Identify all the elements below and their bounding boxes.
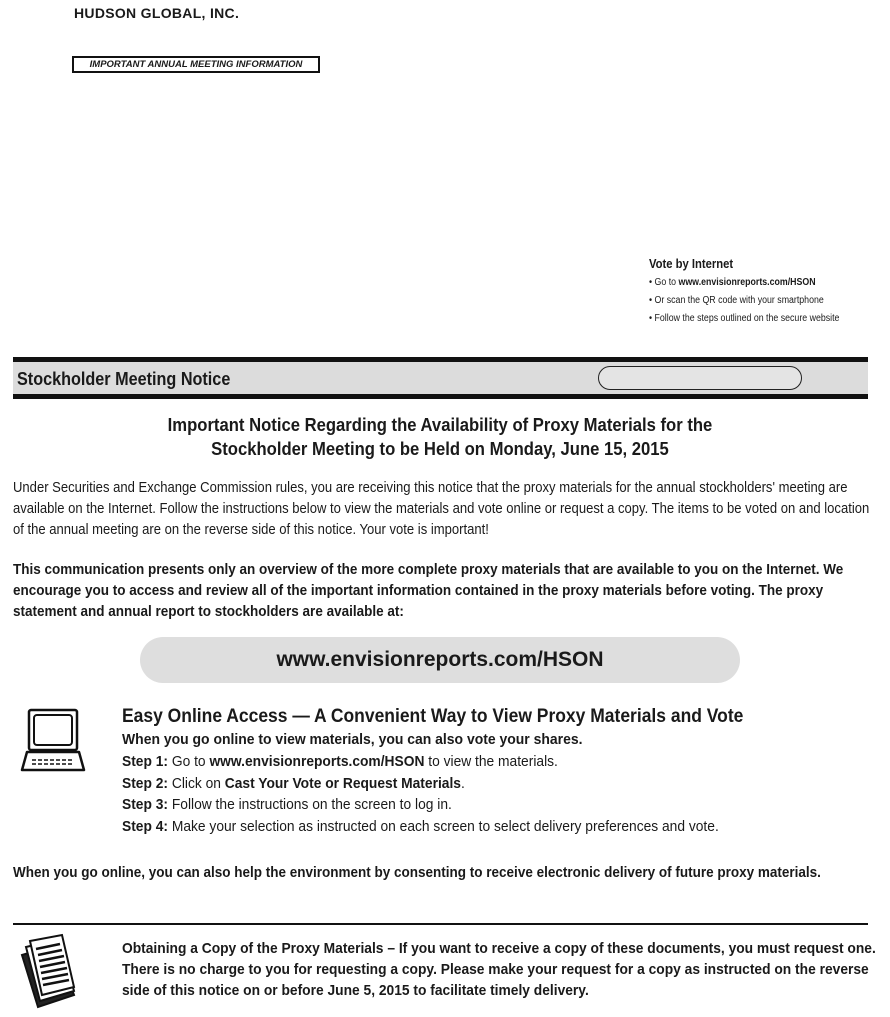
step-label: Step 2: (122, 774, 169, 792)
overview-paragraph: This communication presents only an overview of the more complete proxy materials that are available to you on the Internet. We encourage you to access and review all of the important information contained in the proxy materials before voting. The proxy statement and annual report to stockholders are available at: (13, 561, 844, 620)
divider (13, 923, 868, 925)
notice-banner (13, 357, 868, 399)
headline-line: Stockholder Meeting to be Held on Monday, June 15, 2015 (211, 438, 669, 459)
page-title (44, 413, 836, 461)
vote-item: • Follow the steps outlined on the secure website (649, 313, 840, 324)
step-3 (122, 794, 821, 816)
step-2 (122, 773, 821, 795)
vote-item-text: • Go to (649, 277, 679, 288)
copy-request-notice: Obtaining a Copy of the Proxy Materials – If you want to receive a copy of these documents, you must request one. There is no charge to you for requesting a copy. Please make your request for a copy as instructed on the reverse side of this notice on or before June 5, 2015 to facilitate timely delivery. (122, 940, 876, 999)
vote-title: Vote by Internet (649, 257, 734, 271)
step-text: Make your selection as instructed on each screen to select delivery preferences and vote. (168, 817, 719, 835)
company-name: HUDSON GLOBAL, INC. (74, 5, 240, 21)
step-4 (122, 816, 821, 838)
banner-title: Stockholder Meeting Notice (17, 369, 231, 389)
vote-by-internet (649, 257, 889, 328)
step-url-link[interactable]: www.envisionreports.com/HSON (209, 753, 425, 770)
vote-item (649, 274, 860, 292)
step-emphasis: Cast Your Vote or Request Materials (224, 774, 461, 792)
step-label: Step 1: (122, 753, 169, 770)
headline-line: Important Notice Regarding the Availability of Proxy Materials for the (167, 414, 713, 435)
documents-icon (16, 933, 80, 1011)
meeting-info-badge: IMPORTANT ANNUAL MEETING INFORMATION (72, 56, 320, 73)
step-text: . (460, 774, 465, 792)
vote-url-link[interactable]: www.envisionreports.com/HSON (678, 277, 816, 288)
step-text: Go to (168, 753, 210, 770)
step-text: to view the materials. (424, 753, 558, 770)
step-text: Click on (168, 774, 225, 792)
laptop-icon (20, 708, 86, 772)
step-1 (122, 751, 821, 773)
step-text: Follow the instructions on the screen to log in. (168, 796, 452, 813)
online-access-subtitle: When you go online to view materials, you can also vote your shares. (122, 731, 583, 748)
step-label: Step 4: (122, 817, 169, 835)
environment-paragraph: When you go online, you can also help the environment by consenting to receive electronic delivery of future proxy materials. (13, 864, 821, 881)
online-access-title: Easy Online Access — A Convenient Way to View Proxy Materials and Vote (122, 706, 744, 727)
proxy-url-link[interactable]: www.envisionreports.com/HSON (140, 637, 740, 683)
vote-item: • Or scan the QR code with your smartphone (649, 295, 824, 306)
intro-paragraph: Under Securities and Exchange Commission rules, you are receiving this notice that the proxy materials for the annual stockholders' meeting are available on the Internet. Follow the instructions below to view the materials and vote online or request a copy. The items to be voted on and location of the annual meeting are on the reverse side of this notice. Your vote is important! (13, 479, 870, 538)
online-access-section (122, 705, 882, 837)
control-number-box (598, 366, 802, 390)
step-label: Step 3: (122, 796, 169, 813)
